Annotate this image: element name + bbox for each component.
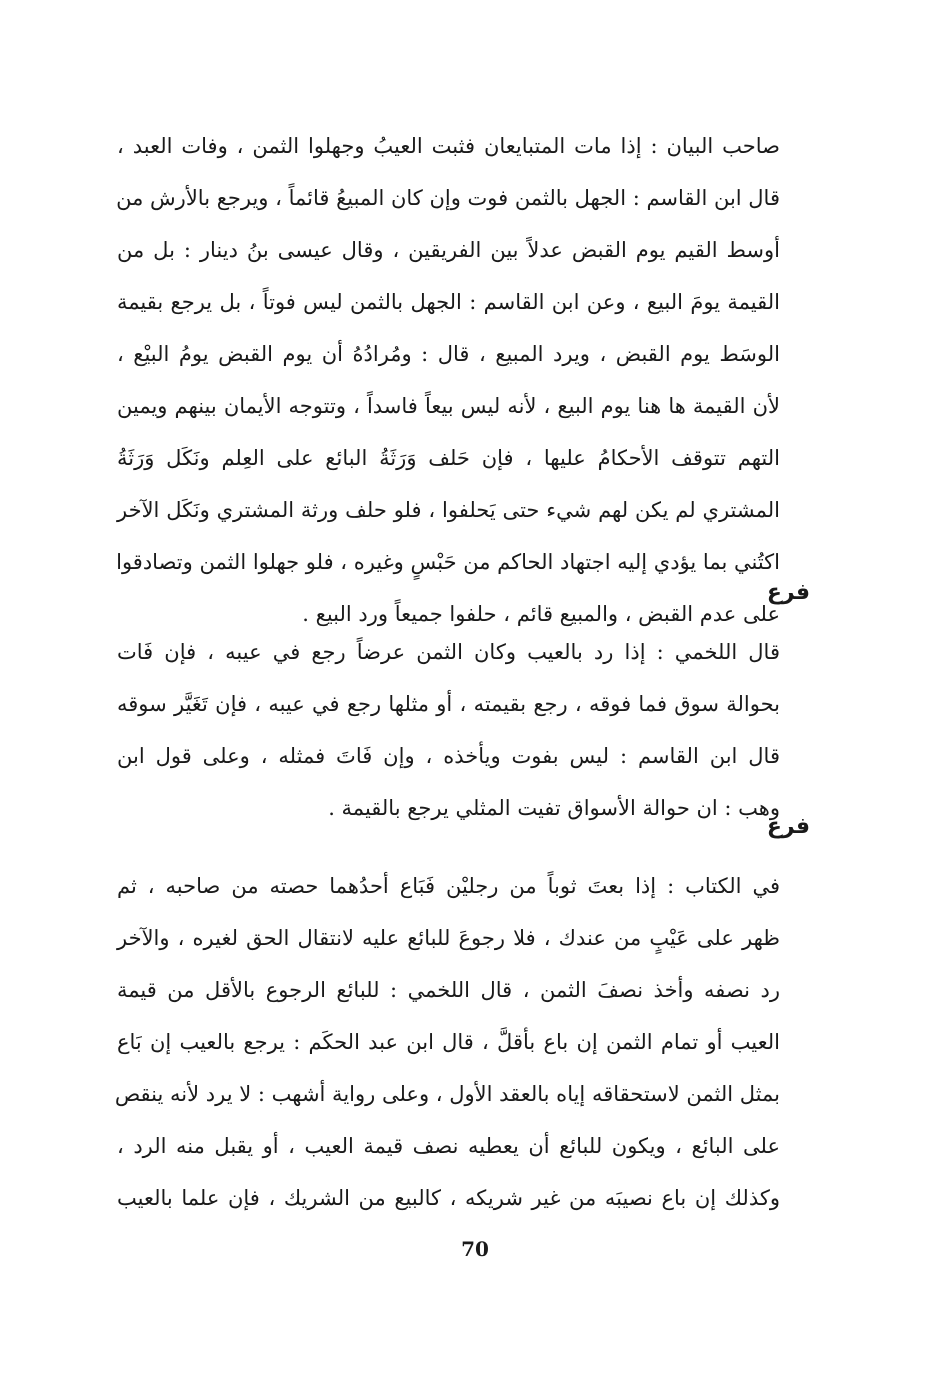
text-line: القيمة يومَ البيع ، وعن ابن القاسم : الجهل بالثمن ليس فوتاً ، بل يرجع بقيمة bbox=[117, 290, 780, 314]
text-line: لأن القيمة ها هنا يوم البيع ، لأنه ليس بيعاً فاسداً ، وتتوجه الأيمان بينهم ويمين bbox=[117, 394, 780, 418]
paragraph-lakhmi bbox=[117, 626, 780, 834]
text-line: وكذلك إن باع نصيبَه من غير شريكه ، كالبيع من الشريك ، فإن علما بالعيب bbox=[117, 1186, 780, 1210]
text-line: وهب : ان حوالة الأسواق تفيت المثلي يرجع بالقيمة . bbox=[328, 796, 780, 820]
text-line: أوسط القيم يوم القبض عدلاً بين الفريقين ، وقال عيسى بنُ دينار : بل من bbox=[117, 238, 780, 262]
text-line: على عدم القبض ، والمبيع قائم ، حلفوا جميعاً ورد البيع . bbox=[302, 602, 780, 626]
paragraph-bayan bbox=[117, 120, 780, 640]
text-line: التهم تتوقف الأحكامُ عليها ، فإن حَلف وَرَثَةُ البائع على العِلم ونَكَل وَرَثَةُ bbox=[117, 446, 780, 470]
text-line: قال ابن القاسم : ليس بفوت ويأخذه ، وإن فَاتَ فمثله ، وعلى قول ابن bbox=[117, 744, 780, 768]
section-heading: فرع bbox=[766, 580, 810, 605]
text-line: قال ابن القاسم : الجهل بالثمن فوت وإن كان المبيعُ قائماً ، ويرجع بالأرش من bbox=[116, 186, 780, 210]
page-number: 70 bbox=[461, 1237, 489, 1261]
text-line: بمثل الثمن لاستحقاقه إياه بالعقد الأول ، وعلى رواية أشهب : لا يرد لأنه ينقص bbox=[114, 1082, 780, 1106]
text-line: في الكتاب : إذا بعتَ ثوباً من رجليْن فَبَاع أحدُهما حصته من صاحبه ، ثم bbox=[117, 874, 780, 898]
text-line: قال اللخمي : إذا رد بالعيب وكان الثمن عرضاً رجع في عيبه ، فإن فَات bbox=[117, 640, 780, 664]
text-line: الوسَط يوم القبض ، ويرد المبيع ، قال : ومُرادُهُ أن يوم القبض يومُ البيْع ، bbox=[117, 342, 780, 366]
text-line: العيب أو تمام الثمن إن باع بأقلَّ ، قال ابن عبد الحكَم : يرجع بالعيب إن بَاع bbox=[117, 1030, 780, 1054]
text-line: على البائع ، ويكون للبائع أن يعطيه نصف قيمة العيب ، أو يقبل منه الرد ، bbox=[117, 1134, 780, 1158]
text-line: صاحب البيان : إذا مات المتبايعان فثبت العيبُ وجهلوا الثمن ، وفات العبد ، bbox=[117, 134, 780, 158]
text-line: ظهر على عَيْبٍ من عندك ، فلا رجوعَ للبائع عليه لانتقال الحق لغيره ، والآخر bbox=[117, 926, 780, 950]
text-line: رد نصفه وأخذ نصفَ الثمن ، قال اللخمي : للبائع الرجوع بالأقل من قيمة bbox=[117, 978, 780, 1002]
text-line: اكتُني بما يؤدي إليه اجتهاد الحاكم من حَبْسٍ وغيره ، فلو جهلوا الثمن وتصادقوا bbox=[116, 550, 780, 574]
section-heading: فرع bbox=[766, 814, 810, 839]
text-line: المشتري لم يكن لهم شيء حتى يَحلفوا ، فلو حلف ورثة المشتري ونَكَل الآخر bbox=[117, 498, 780, 522]
paragraph-kitab bbox=[114, 860, 780, 1224]
text-line: بحوالة سوق فما فوقه ، رجع بقيمته ، أو مثلها رجع في عيبه ، فإن تَغَيَّر سوقه bbox=[117, 692, 780, 716]
